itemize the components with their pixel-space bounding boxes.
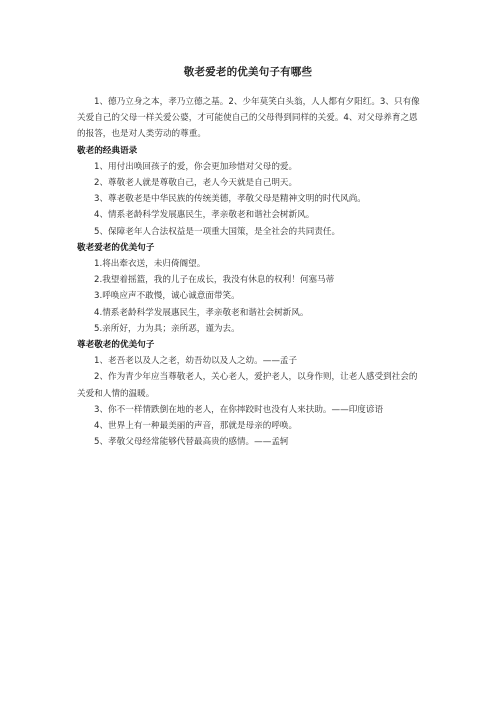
list-item: 5.亲所好，力为具；亲所恶，谨为去。 bbox=[94, 323, 240, 334]
section-heading: 尊老敬老的优美句子 bbox=[77, 340, 155, 351]
list-item: 5、孝敬父母经常能够代替最高贵的感情。——孟轲 bbox=[94, 437, 289, 448]
section-heading: 敬老爱老的优美句子 bbox=[77, 242, 155, 253]
list-item: 2、尊敬老人就是尊敬自己，老人今天就是自己明天。 bbox=[94, 178, 298, 189]
list-item: 3、你不一样情跌倒在地的老人，在你摔跤时也没有人来扶助。——印度谚语 bbox=[94, 404, 384, 415]
list-item: 4.情系老龄科学发展惠民生，孝亲敬老和谐社会树新风。 bbox=[94, 307, 309, 318]
section-respect-elders bbox=[77, 337, 423, 450]
list-item: 1、用付出唤回孩子的爱，你会更加珍惜对父母的爱。 bbox=[94, 161, 298, 172]
list-item: 3.呼唤应声不敢慢，诚心诚意面带笑。 bbox=[94, 291, 240, 302]
list-item: 5、保障老年人合法权益是一项重大国策，是全社会的共同责任。 bbox=[94, 226, 341, 237]
document-title: 敬老爱老的优美句子有哪些 bbox=[183, 66, 313, 78]
list-item: 4、世界上有一种最美丽的声音，那就是母亲的呼唤。 bbox=[94, 421, 298, 432]
section-beautiful-sentences bbox=[77, 240, 423, 337]
list-item: 1.将出牽衣送，未归倚阍望。 bbox=[94, 259, 206, 270]
document-body bbox=[77, 94, 423, 450]
list-item: 4、情系老龄科学发展惠民生，孝亲敬老和谐社会树新风。 bbox=[94, 210, 315, 221]
section-heading: 敬老的经典语录 bbox=[77, 145, 138, 156]
list-item: 2.我望着摇篮，我的儿子在成长，我没有休息的权利！何塞马蒂 bbox=[94, 275, 335, 286]
section-classic-quotes bbox=[77, 143, 423, 240]
list-item: 1、老吾老以及人之老，幼吾幼以及人之幼。——孟子 bbox=[94, 356, 298, 367]
list-item: 2、作为青少年应当尊敬老人，关心老人，爱护老人，以身作则，让老人感受到社会的关爱和人情的温暖。 bbox=[77, 372, 418, 399]
list-item: 3、尊老敬老是中华民族的传统美德，孝敬父母是精神文明的时代风尚。 bbox=[94, 194, 366, 205]
intro-paragraph: 1、德乃立身之本，孝乃立德之基。2、少年莫笑白头翁，人人都有夕阳红。3、只有像关爱自己的父母一样关爱公婆，才可能使自己的父母得到同样的关爱。4、对父母养育之恩的报答，也是对人类劳动的尊重。 bbox=[77, 97, 420, 140]
